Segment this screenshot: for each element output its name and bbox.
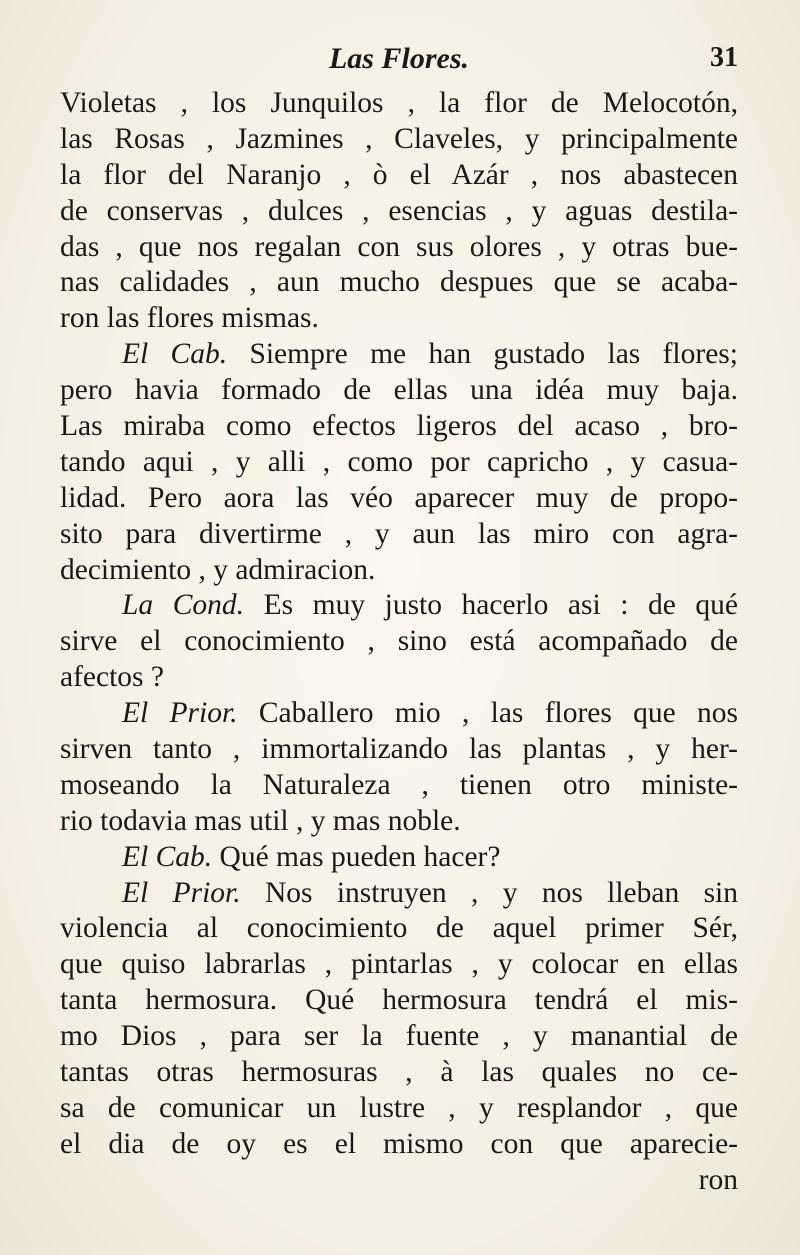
body-text bbox=[60, 86, 738, 1199]
text-line: sa de comunicar un lustre , y resplandor , que bbox=[60, 1091, 738, 1124]
text-line: sito para divertirme , y aun las miro con agra- bbox=[60, 517, 738, 550]
text-line: ron las flores mismas. bbox=[60, 302, 319, 335]
running-head: Las Flores. bbox=[328, 42, 469, 75]
text-line: tantas otras hermosuras , à las quales no ce- bbox=[60, 1056, 738, 1089]
text-line: afectos ? bbox=[60, 661, 164, 694]
text-line: sirven tanto , immortalizando las plantas , y her- bbox=[60, 733, 738, 766]
text-line: de conservas , dulces , esencias , y aguas destila- bbox=[60, 194, 738, 227]
text-line: la flor del Naranjo , ò el Azár , nos abastecen bbox=[60, 158, 738, 191]
text-line: nas calidades , aun mucho despues que se acaba- bbox=[60, 266, 738, 299]
text-line: moseando la Naturaleza , tienen otro ministe- bbox=[60, 768, 738, 801]
text-line: violencia al conocimiento de aquel primer Sér, bbox=[60, 912, 738, 945]
page-header bbox=[60, 42, 738, 90]
text-line: Las miraba como efectos ligeros del acaso , bro- bbox=[60, 410, 738, 443]
page-number: 31 bbox=[710, 42, 738, 73]
text-line: rio todavia mas util , y mas noble. bbox=[60, 804, 461, 837]
dialogue-line: El Cab. Qué mas pueden hacer? bbox=[122, 840, 501, 873]
text-line: que quiso labrarlas , pintarlas , y colocar en ellas bbox=[60, 948, 738, 981]
dialogue-line: El Prior. Nos instruyen , y nos lleban sin bbox=[122, 876, 739, 909]
text-line: tanta hermosura. Qué hermosura tendrá el mis- bbox=[60, 984, 738, 1017]
text-line: sirve el conocimiento , sino está acompañado de bbox=[60, 625, 738, 658]
text-line: Violetas , los Junquilos , la flor de Melocotón, bbox=[60, 87, 738, 119]
dialogue-line: El Cab. Siempre me han gustado las flores; bbox=[122, 338, 738, 371]
text-line: mo Dios , para ser la fuente , y manantial de bbox=[60, 1020, 738, 1053]
speaker-label: El Prior. bbox=[122, 876, 241, 909]
speaker-label: El Cab. bbox=[122, 338, 228, 371]
text-line: das , que nos regalan con sus olores , y otras bue- bbox=[60, 230, 738, 263]
text-line: el dia de oy es el mismo con que aparecie- bbox=[60, 1127, 738, 1160]
dialogue-line: La Cond. Es muy justo hacerlo asi : de qué bbox=[122, 589, 738, 622]
text-line: tando aqui , y alli , como por capricho , y casua- bbox=[60, 445, 738, 478]
catchword: ron bbox=[698, 1163, 738, 1196]
text-line: las Rosas , Jazmines , Claveles, y principalmente bbox=[60, 122, 738, 155]
text-line: lidad. Pero aora las véo aparecer muy de propo- bbox=[60, 481, 738, 514]
text-line: decimiento , y admiracion. bbox=[60, 553, 376, 586]
text-line: pero havia formado de ellas una idéa muy baja. bbox=[60, 374, 738, 407]
speaker-label: La Cond. bbox=[122, 589, 245, 622]
speaker-label: El Cab. bbox=[122, 840, 213, 873]
speaker-label: El Prior. bbox=[122, 697, 238, 730]
dialogue-line: El Prior. Caballero mio , las flores que nos bbox=[122, 697, 739, 730]
